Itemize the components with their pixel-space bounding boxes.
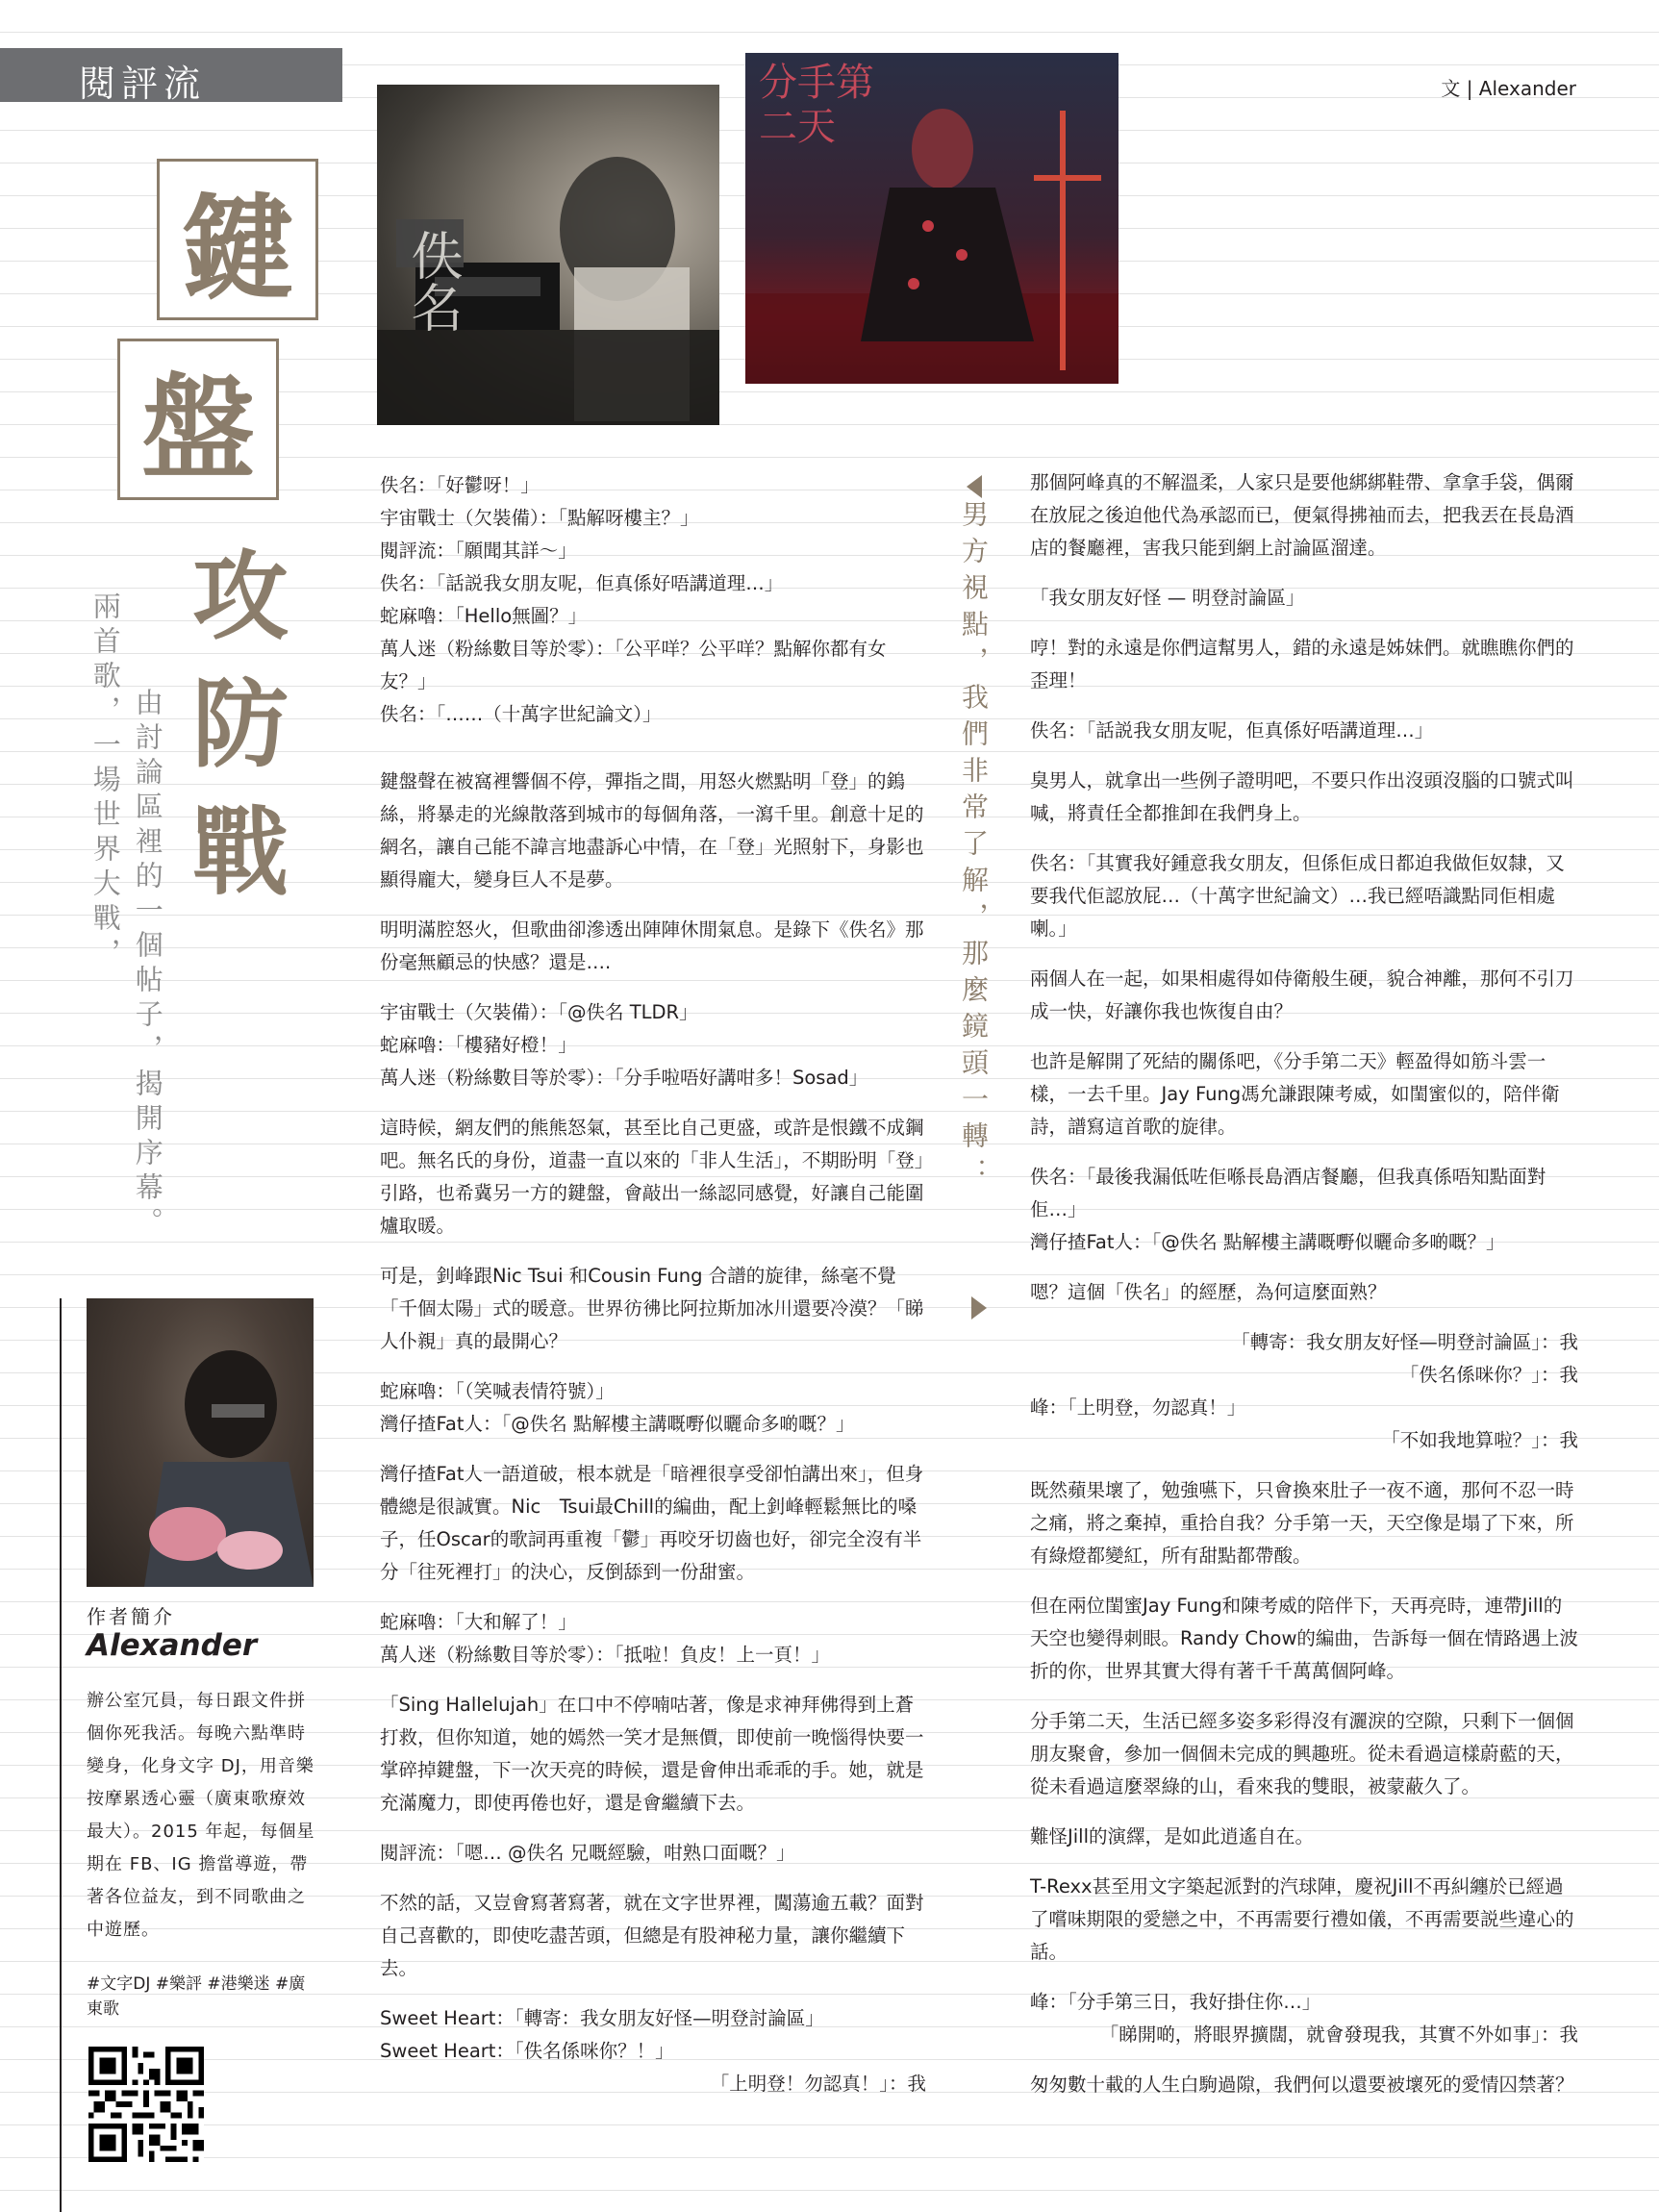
author-bio: 辦公室冗員，每日跟文件拼個你死我活。每晚六點準時變身，化身文字 DJ，用音樂按摩累透心靈（廣東歌療效最大）。2015 年起，每個星期在 FB、IG 擔當導遊，帶著各位益友，到不同歌曲之中遊歷。 — [87, 1691, 315, 1940]
title-char-3: 攻 — [192, 540, 289, 653]
author-tags: #文字DJ #樂評 #港樂迷 #廣東歌 — [87, 1974, 306, 2019]
chat-block-6 — [1030, 1161, 1578, 1259]
section-name: 閱評流 — [79, 63, 207, 105]
chat-block-1 — [380, 469, 926, 731]
chat-block-4 — [380, 1606, 926, 1672]
cover-title-2: 分手第二天 — [759, 61, 874, 149]
paragraph: T-Rexx甚至用文字築起派對的汽球陣，慶祝Jill不再糾纏於已經過了嚐味期限的愛戀之中，不再需要行禮如儀，不再需要説些違心的話。 — [1030, 1875, 1574, 1963]
title-char-2: 盤 — [140, 362, 255, 495]
chat-line-right: 「轉寄：我女朋友好怪—明登討論區」：我 — [1231, 1331, 1578, 1353]
chat-line-right: 「睇開啲，將眼界擴闊，就會發現我，其實不外如事」：我 — [1099, 2023, 1578, 2046]
chat-line: 灣仔揸Fat人：「@佚名 點解樓主講嘅嘢似曬命多啲嘅？」 — [380, 1413, 855, 1435]
chat-line: 峰：「分手第三日，我好掛住你…」 — [1030, 1991, 1321, 2013]
author-photo — [87, 1298, 314, 1587]
chat-line-right: 「佚名係咪你？」：我 — [1399, 1364, 1578, 1386]
section-tab — [0, 48, 342, 105]
paragraph: 不然的話，又豈會寫著寫著，就在文字世界裡，闖蕩逾五載？面對自己喜歡的，即使吃盡苦頭，但總是有股神秘力量，讓你繼續下去。 — [380, 1892, 924, 1979]
article-column-2 — [1030, 466, 1578, 2119]
paragraph: 臭男人，就拿出一些例子證明吧，不要只作出沒頭沒腦的口號式叫喊，將責任全都推卸在我們身上。 — [1030, 769, 1574, 824]
paragraph: 難怪Jill的演繹，是如此逍遙自在。 — [1030, 1825, 1315, 1848]
chat-line: 閱評流：「願聞其詳～」 — [380, 540, 577, 562]
paragraph: 「我女朋友好怪 — 明登討論區」 — [1030, 587, 1305, 609]
paragraph: 佚名：「話説我女朋友呢，佢真係好唔講道理…」 — [1030, 719, 1434, 742]
paragraph: 「Sing Hallelujah」在口中不停喃咕著，像是求神拜佛得到上蒼打救，但你知道，她的嫣然一笑才是無價，即使前一晚惱得快要一掌碎掉鍵盤，下一次天亮的時候，還是會伸出乖乖的手。她，就是充滿魔力，即使再倦也好，還是會繼續下去。 — [380, 1694, 924, 1814]
paragraph: 佚名：「其實我好鍾意我女朋友，但係佢成日都迫我做佢奴隸，又要我代佢認放屁…（十萬字世紀論文）…我已經唔識點同佢相處喇。」 — [1030, 852, 1565, 940]
title-char-1-box — [157, 159, 318, 320]
paragraph: 既然蘋果壞了，勉強嚥下，只會換來肚子一夜不適，那何不忍一時之痛，將之棄掉，重拾自我？分手第一天，天空像是塌了下來，所有綠燈都變紅，所有甜點都帶酸。 — [1030, 1479, 1574, 1567]
chat-line: 蛇麻嚕：「Hello無圖？」 — [380, 605, 588, 627]
chat-block-3 — [380, 1375, 926, 1441]
chat-line-right: 「不如我地算啦？」：我 — [1381, 1429, 1578, 1451]
article-column-1 — [380, 469, 926, 2118]
paragraph: 灣仔揸Fat人一語道破，根本就是「暗裡很享受卻怕講出來」，但身體總是很誠實。Nic Tsui最Chill的編曲，配上釗峰輕鬆無比的嗓子，任Oscar的歌詞再重複「鬱」再咬牙切齒也好，卻完全沒有半分「往死裡打」的決心，反倒舔到一份甜蜜。 — [380, 1463, 924, 1583]
paragraph: 分手第二天，生活已經多姿多彩得沒有灑淚的空隙，只剩下一個個朋友聚會，參加一個個未完成的興趣班。從未看過這樣蔚藍的天，從未看過這麼翠綠的山，看來我的雙眼，被蒙蔽久了。 — [1030, 1710, 1574, 1797]
subtitle-right: 由討論區裡的一個帖子，揭開序幕。 — [131, 688, 164, 1242]
paragraph: 這時候，網友們的熊熊怒氣，甚至比自己更盛，或許是恨鐵不成鋼吧。無名氏的身份，道盡一直以來的「非人生活」，不期盼明「登」引路，也希冀另一方的鍵盤，會敲出一絲認同感覺，好讓自己能圍爐取暖。 — [380, 1117, 924, 1237]
chat-block-5 — [380, 2002, 926, 2100]
paragraph: 也許是解開了死結的關係吧，《分手第二天》輕盈得如筋斗雲一樣，一去千里。Jay Fung馮允謙跟陳考威，如閨蜜似的，陪伴衛詩，譜寫這首歌的旋律。 — [1030, 1050, 1560, 1138]
chat-line: Sweet Heart：「佚名係咪你？！」 — [380, 2040, 674, 2062]
paragraph: 但在兩位閨蜜Jay Fung和陳考威的陪伴下，天再亮時，連帶Jill的天空也變得刺眼。Randy Chow的編曲，告訴每一個在情路遇上波折的你，世界其實大得有著千千萬萬個阿峰。 — [1030, 1595, 1578, 1682]
chat-line: 佚名：「……（十萬字世紀論文）」 — [380, 703, 662, 725]
chat-line: 蛇麻嚕：「樓豬好橙！」 — [380, 1034, 577, 1056]
paragraph: 那個阿峰真的不解溫柔，人家只是要他綁綁鞋帶、拿拿手袋，偶爾在放屁之後迫他代為承認而已，便氣得拂袖而去，把我丟在長島酒店的餐廳裡，害我只能到網上討論區溜達。 — [1030, 471, 1574, 559]
triangle-right-icon — [971, 1296, 987, 1320]
chat-line: 宇宙戰士（欠裝備）：「點解呀樓主？」 — [380, 507, 699, 529]
chat-line: 閱評流：「嗯… @佚名 兄嘅經驗，咁熟口面嘅？」 — [380, 1842, 795, 1864]
chat-line: 佚名：「最後我漏低咗佢喺長島酒店餐廳，但我真係唔知點面對佢…」 — [1030, 1166, 1546, 1220]
chat-line: Sweet Heart：「轉寄：我女朋友好怪—明登討論區」 — [380, 2007, 824, 2029]
chat-line: 萬人迷（粉絲數目等於零）：「抵啦！負皮！上一頁！」 — [380, 1644, 831, 1666]
paragraph: 鍵盤聲在被窩裡響個不停，彈指之間，用怒火燃點明「登」的鎢絲，將暴走的光線散落到城市的每個角落，一瀉千里。創意十足的網名，讓自己能不諱言地盡訴心中情，在「登」光照射下，身影也顯得龐大，變身巨人不是夢。 — [380, 770, 924, 891]
chat-line: 佚名：「話説我女朋友呢，佢真係好唔講道理…」 — [380, 572, 784, 594]
title-char-4: 防 — [192, 667, 289, 781]
paragraph: 哼！對的永遠是你們這幫男人，錯的永遠是姊妹們。就瞧瞧你們的歪理！ — [1030, 637, 1574, 691]
side-quote: 男方視點，我們非常了解，那麼鏡頭一轉： — [958, 500, 990, 1194]
title-char-2-box — [117, 339, 279, 500]
author-label: 作者簡介 — [87, 1605, 175, 1628]
chat-line: 佚名：「好鬱呀！」 — [380, 474, 540, 496]
chat-line: 蛇麻嚕：「大和解了！」 — [380, 1611, 577, 1633]
title-char-1: 鍵 — [180, 182, 294, 315]
album-cover-photo-2 — [745, 53, 1119, 384]
paragraph: 可是，釗峰跟Nic Tsui 和Cousin Fung 合譜的旋律，絲毫不覺「千個太陽」式的暖意。世界彷彿比阿拉斯加冰川還要冷漠？「睇人仆親」真的最開心？ — [380, 1265, 924, 1352]
subtitle-left: 兩首歌，一場世界大戰， — [88, 591, 122, 972]
cover-title-1: 佚名 — [403, 229, 464, 333]
chat-line-right: 「上明登！勿認真！」：我 — [710, 2073, 926, 2095]
chat-block-7 — [1030, 1326, 1578, 1457]
chat-line: 峰：「上明登，勿認真！」 — [1030, 1396, 1246, 1419]
chat-block-2 — [380, 996, 926, 1094]
album-cover-photo-1 — [377, 85, 719, 425]
byline: 文 | Alexander — [1441, 77, 1576, 100]
paragraph: 兩個人在一起，如果相處得如侍衛般生硬，貌合神離，那何不引刀成一快，好讓你我也恢復自由？ — [1030, 968, 1574, 1022]
paragraph: 匆匆數十載的人生白駒過隙，我們何以還要被壞死的愛情囚禁著？ — [1030, 2074, 1574, 2096]
author-portrait-illustration — [87, 1298, 314, 1587]
title-char-5: 戰 — [192, 795, 289, 909]
paragraph: 明明滿腔怒火，但歌曲卻滲透出陣陣休閒氣息。是錄下《佚名》那份毫無顧忌的快感？還是…. — [380, 918, 924, 973]
paragraph: 嗯？這個「佚名」的經歷，為何這麼面熟？ — [1030, 1281, 1387, 1303]
chat-line: 萬人迷（粉絲數目等於零）：「分手啦唔好講咁多！Sosad」 — [380, 1067, 868, 1089]
author-divider — [60, 1298, 62, 2212]
chat-line: 萬人迷（粉絲數目等於零）：「公平咩？公平咩？點解你都有女友？」 — [380, 638, 887, 692]
qr-code-icon[interactable] — [88, 2047, 204, 2162]
chat-line: 灣仔揸Fat人：「@佚名 點解樓主講嘅嘢似曬命多啲嘅？」 — [1030, 1231, 1505, 1253]
triangle-left-icon — [967, 475, 982, 498]
chat-line: 宇宙戰士（欠裝備）：「@佚名 TLDR」 — [380, 1001, 698, 1023]
chat-block-8 — [1030, 1986, 1578, 2051]
chat-line: 蛇麻嚕：「（笑喊表情符號）」 — [380, 1380, 615, 1402]
author-name: Alexander — [87, 1628, 258, 1663]
